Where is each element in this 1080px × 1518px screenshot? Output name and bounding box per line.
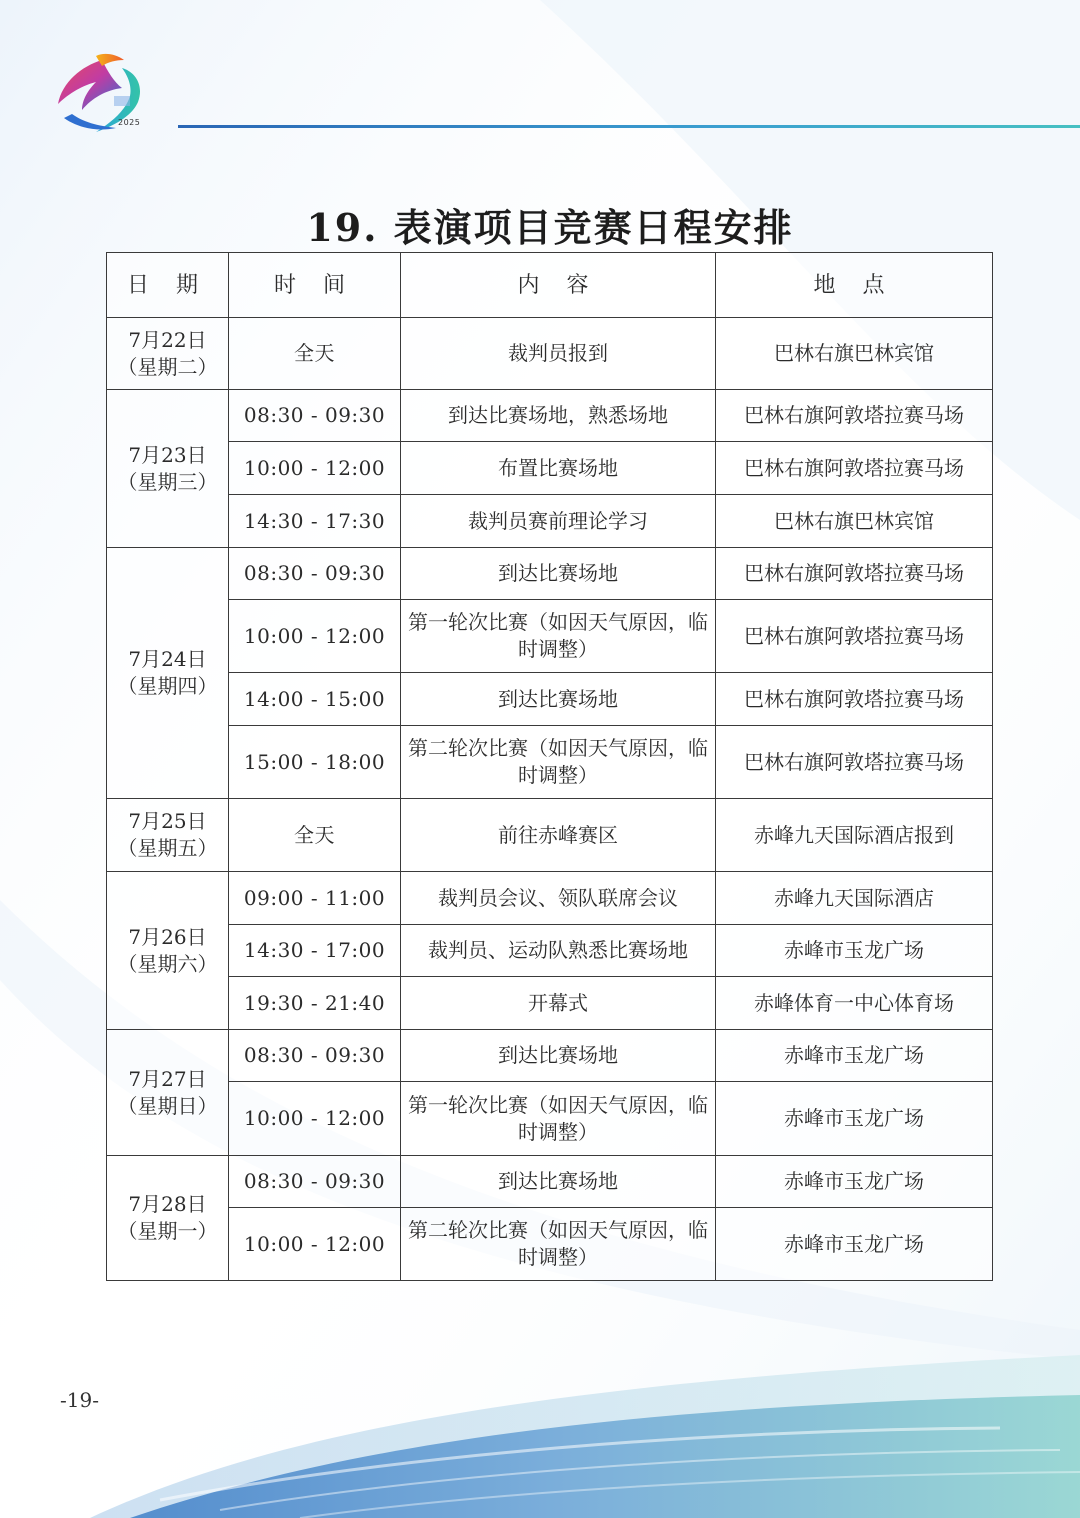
header-place: 地 点 [716, 253, 993, 318]
weekday-label: （星期五） [117, 836, 218, 860]
page-title: 19. 表演项目竞赛日程安排 [306, 205, 794, 251]
time-cell: 08:30 - 09:30 [229, 390, 401, 442]
content-cell: 第二轮次比赛（如因天气原因，临时调整） [401, 1208, 716, 1281]
place-cell: 巴林右旗阿敦塔拉赛马场 [716, 548, 993, 600]
content-cell: 第一轮次比赛（如因天气原因，临时调整） [401, 1082, 716, 1156]
table-row [107, 726, 993, 799]
time-cell: 10:00 - 12:00 [229, 600, 401, 673]
weekday-label: （星期日） [117, 1093, 218, 1118]
weekday-label: （星期四） [117, 674, 218, 698]
date-cell [107, 548, 229, 799]
time-cell: 19:30 - 21:40 [229, 977, 401, 1030]
date-cell [107, 1156, 229, 1281]
date-label: 7月23日 [128, 442, 207, 467]
table-row [107, 318, 993, 390]
date-cell [107, 872, 229, 1030]
place-cell: 巴林右旗巴林宾馆 [716, 318, 993, 390]
schedule-body [107, 318, 993, 1281]
weekday-label: （星期二） [117, 354, 218, 379]
time-cell: 08:30 - 09:30 [229, 1030, 401, 1082]
logo-year-text: 2025 [118, 118, 141, 127]
date-cell [107, 799, 229, 872]
table-row [107, 600, 993, 673]
date-label: 7月27日 [128, 1066, 207, 1091]
date-label: 7月22日 [128, 327, 207, 352]
content-cell: 到达比赛场地，熟悉场地 [401, 390, 716, 442]
content-cell: 开幕式 [401, 977, 716, 1030]
content-cell: 裁判员报到 [401, 318, 716, 390]
time-cell: 09:00 - 11:00 [229, 872, 401, 925]
time-cell: 14:30 - 17:00 [229, 925, 401, 977]
date-label: 7月24日 [128, 647, 207, 671]
table-row [107, 977, 993, 1030]
date-label: 7月28日 [128, 1192, 207, 1216]
table-row [107, 442, 993, 495]
date-cell [107, 318, 229, 390]
table-row [107, 1030, 993, 1082]
date-cell [107, 1030, 229, 1156]
time-cell: 全天 [229, 318, 401, 390]
table-row [107, 872, 993, 925]
time-cell: 全天 [229, 799, 401, 872]
content-cell: 前往赤峰赛区 [401, 799, 716, 872]
place-cell: 巴林右旗阿敦塔拉赛马场 [716, 726, 993, 799]
table-row [107, 1208, 993, 1281]
table-row [107, 925, 993, 977]
table-row [107, 1156, 993, 1208]
place-cell: 巴林右旗阿敦塔拉赛马场 [716, 600, 993, 673]
date-label: 7月25日 [128, 809, 207, 833]
page-number: -19- [60, 1388, 99, 1412]
time-cell: 10:00 - 12:00 [229, 442, 401, 495]
table-row [107, 495, 993, 548]
time-cell: 08:30 - 09:30 [229, 548, 401, 600]
weekday-label: （星期六） [117, 951, 218, 976]
schedule-table [106, 252, 993, 1281]
place-cell: 赤峰九天国际酒店 [716, 872, 993, 925]
table-row [107, 390, 993, 442]
content-cell: 裁判员会议、领队联席会议 [401, 872, 716, 925]
content-cell: 第一轮次比赛（如因天气原因，临时调整） [401, 600, 716, 673]
content-cell: 到达比赛场地 [401, 548, 716, 600]
place-cell: 赤峰市玉龙广场 [716, 1208, 993, 1281]
date-cell [107, 390, 229, 548]
place-cell: 巴林右旗阿敦塔拉赛马场 [716, 390, 993, 442]
weekday-label: （星期三） [117, 469, 218, 494]
header-date: 日 期 [107, 253, 229, 318]
table-row [107, 1082, 993, 1156]
place-cell: 赤峰市玉龙广场 [716, 925, 993, 977]
weekday-label: （星期一） [117, 1219, 218, 1243]
header-content: 内 容 [401, 253, 716, 318]
content-cell: 裁判员赛前理论学习 [401, 495, 716, 548]
place-cell: 赤峰市玉龙广场 [716, 1156, 993, 1208]
time-cell: 10:00 - 12:00 [229, 1208, 401, 1281]
table-header-row [107, 253, 993, 318]
content-cell: 布置比赛场地 [401, 442, 716, 495]
content-cell: 到达比赛场地 [401, 1156, 716, 1208]
place-cell: 赤峰市玉龙广场 [716, 1030, 993, 1082]
games-logo-icon [52, 52, 172, 138]
time-cell: 08:30 - 09:30 [229, 1156, 401, 1208]
time-cell: 15:00 - 18:00 [229, 726, 401, 799]
table-row [107, 548, 993, 600]
time-cell: 14:00 - 15:00 [229, 673, 401, 726]
header-divider [178, 125, 1080, 128]
table-row [107, 673, 993, 726]
place-cell: 巴林右旗巴林宾馆 [716, 495, 993, 548]
table-row [107, 799, 993, 872]
time-cell: 10:00 - 12:00 [229, 1082, 401, 1156]
place-cell: 赤峰九天国际酒店报到 [716, 799, 993, 872]
content-cell: 裁判员、运动队熟悉比赛场地 [401, 925, 716, 977]
place-cell: 赤峰体育一中心体育场 [716, 977, 993, 1030]
time-cell: 14:30 - 17:30 [229, 495, 401, 548]
date-label: 7月26日 [128, 924, 207, 949]
content-cell: 第二轮次比赛（如因天气原因，临时调整） [401, 726, 716, 799]
place-cell: 赤峰市玉龙广场 [716, 1082, 993, 1156]
header-time: 时 间 [229, 253, 401, 318]
place-cell: 巴林右旗阿敦塔拉赛马场 [716, 673, 993, 726]
content-cell: 到达比赛场地 [401, 1030, 716, 1082]
content-cell: 到达比赛场地 [401, 673, 716, 726]
place-cell: 巴林右旗阿敦塔拉赛马场 [716, 442, 993, 495]
